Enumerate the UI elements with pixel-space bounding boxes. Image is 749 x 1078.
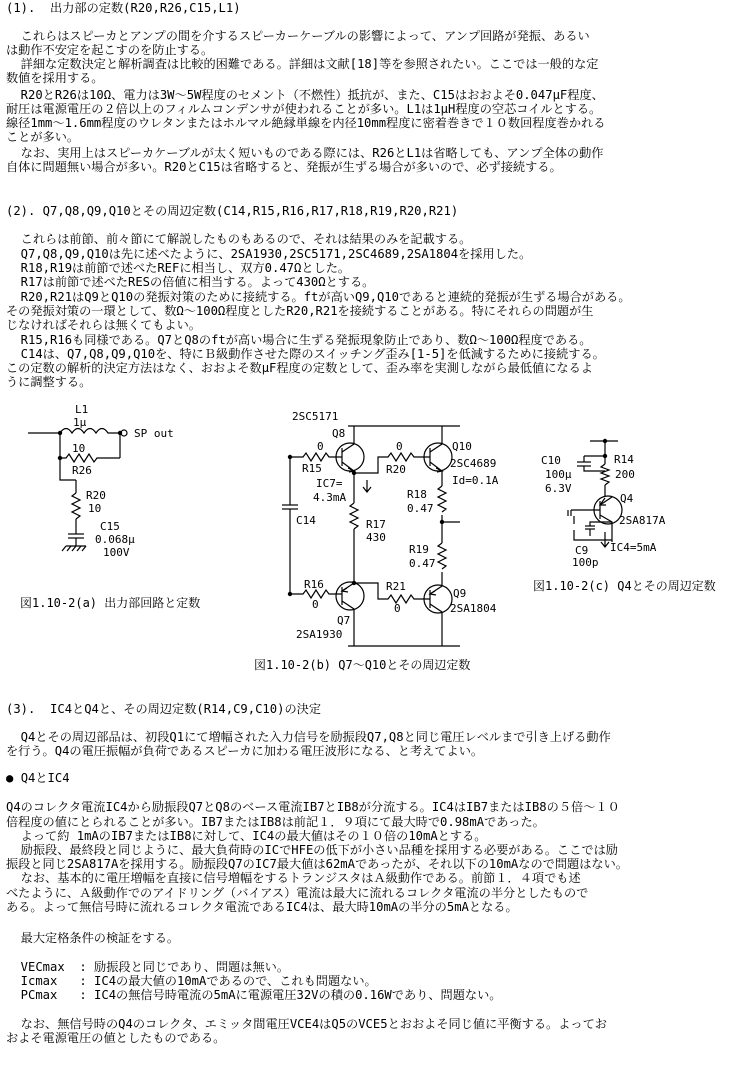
section1-line: 自体に問題無い場合が多い。R20とC15は省略すると、発振が生ずる場合が多いので、必ず接続する。	[6, 160, 562, 174]
bullet-icon: ●	[6, 771, 14, 785]
section2-line: この定数の解析的決定方法はなく、おおよそ数μF程度の定数として、歪み率を実測しながら最低値になるよ	[6, 361, 593, 375]
ic4-label: IC4=5mA	[610, 541, 657, 554]
section1-heading: (1). 出力部の定数(R20,R26,C15,L1)	[6, 1, 241, 15]
c15-label: C15	[100, 520, 120, 533]
section2-line: うに調整する。	[6, 375, 92, 389]
r21-value: 0	[394, 602, 401, 615]
section4-line: Q4のコレクタ電流IC4から励振段Q7とQ8のベース電流IB7とIB8が分流する。IC4はIB7またはIB8の５倍〜１０	[6, 800, 620, 814]
closing-line: なお、無信号時のQ4のコレクタ、エミッタ間電圧VCE4はQ5のVCE5とおおよそ同じ値に平衡する。よってお	[6, 1017, 607, 1031]
closing-line: およそ電源電圧の値としたものである。	[6, 1031, 226, 1045]
q4-part: 2SA817A	[619, 514, 666, 527]
q8-part: 2SC5171	[292, 410, 339, 423]
r18-value: 0.47	[407, 502, 434, 515]
figure-b-q7-q10-circuit	[236, 400, 536, 675]
r16-value: 0	[312, 598, 319, 611]
r26-value: 10	[72, 442, 86, 455]
r15-value: 0	[317, 440, 324, 453]
figure-a-caption: 図1.10-2(a) 出力部回路と定数	[20, 596, 201, 610]
r21-label: R21	[386, 580, 406, 593]
c10-voltage: 6.3V	[545, 482, 572, 495]
subsection-heading	[6, 771, 744, 785]
r14-label: R14	[614, 453, 634, 466]
q7-part: 2SA1930	[296, 628, 343, 641]
figure-c-caption: 図1.10-2(c) Q4とその周辺定数	[533, 579, 716, 593]
q10-part: 2SC4689	[450, 457, 497, 470]
rating-icmax: Icmax : IC4の最大値の10mAであるので、これも問題ない。	[6, 974, 377, 988]
c15-voltage: 100V	[103, 546, 130, 559]
c10-label: C10	[541, 454, 561, 467]
q7-label: Q7	[337, 614, 351, 627]
q10-id: Id=0.1A	[452, 474, 499, 487]
ratings-check-heading: 最大定格条件の検証をする。	[6, 931, 180, 945]
r20-label: R20	[386, 463, 406, 476]
r20-value: 10	[88, 502, 102, 515]
section4-line: よって約 1mAのIB7またはIB8に対して、IC4の最大値はその１０倍の10mAとする。	[6, 829, 487, 843]
q9-label: Q9	[453, 587, 467, 600]
section2-line: R15,R16も同様である。Q7とQ8のftが高い場合に生ずる発振現象防止であり、数Ω〜100Ω程度である。	[6, 333, 592, 347]
q9-part: 2SA1804	[450, 602, 497, 615]
ic7-value: 4.3mA	[313, 491, 347, 504]
section4-line: 倍程度の値にとられることが多い。IB7またはIB8は前記１．９項にて最大時で0.98mAであった。	[6, 815, 545, 829]
l1-value: 1μ	[73, 416, 87, 429]
q4-label: Q4	[620, 492, 634, 505]
q8-label: Q8	[332, 427, 346, 440]
rating-vecmax: VECmax : 励振段と同じであり、問題は無い。	[6, 960, 290, 974]
c15-value: 0.068μ	[95, 533, 135, 546]
figure-b-caption: 図1.10-2(b) Q7〜Q10とその周辺定数	[254, 658, 471, 672]
section2-line: R20,R21はQ9とQ10の発振対策のために接続する。ftが高いQ9,Q10であると連続的発振が生ずる場合がある。	[6, 290, 631, 304]
r19-value: 0.47	[409, 557, 436, 570]
r14-value: 200	[615, 468, 635, 481]
r26-label: R26	[72, 464, 92, 477]
section1-line: ことが多い。	[6, 130, 80, 144]
section2-line: R18,R19は前節で述べたREFに相当し、双方0.47Ωとした。	[6, 261, 351, 275]
section2-line: その発振対策の一環として、数Ω〜100Ω程度としたR20,R21を接続することがある。特にそれらの問題が生	[6, 304, 594, 318]
section2-line: これらは前節、前々節にて解説したものもあるので、それは結果のみを記載する。	[6, 232, 472, 246]
figure-c-q4-circuit	[530, 430, 745, 600]
section3-line: を行う。Q4の電圧振幅が負荷であるスピーカに加わる電圧波形になる、と考えてよい。	[6, 744, 484, 758]
section2-line: C14は、Q7,Q8,Q9,Q10を、特にＢ級動作させた際のスイッチング歪み[1-5]を低減するために接続する。	[6, 347, 605, 361]
sp-out-label: SP out	[134, 427, 174, 440]
r20-value: 0	[396, 440, 403, 453]
c10-value: 100μ	[545, 468, 572, 481]
section3-line: Q4とその周辺部品は、初段Q1にて増幅された入力信号を励振段Q7,Q8と同じ電圧レベルまで引き上げる動作	[6, 730, 611, 744]
section4-line: ある。よって無信号時に流れるコレクタ電流であるIC4は、最大時10mAの半分の5mAとなる。	[6, 900, 518, 914]
section4-line: 励振段、最終段と同じように、最大負荷時のICでHFEの低下が小さい品種を採用する必要がある。ここでは励	[6, 843, 618, 857]
figure-a-output-circuit	[0, 395, 220, 620]
section1-line: R20とR26は10Ω、電力は3W〜5W程度のセメント（不燃性）抵抗が、また、C15はおおよそ0.047μF程度、	[6, 88, 604, 102]
ic7-label: IC7=	[316, 477, 343, 490]
subsection-title: Q4とIC4	[20, 771, 70, 785]
section1-line: なお、実用上はスピーカケーブルが太く短いものである際には、R26とL1は省略しても、アンプ全体の動作	[6, 146, 604, 160]
l1-label: L1	[75, 403, 89, 416]
r19-label: R19	[409, 543, 429, 556]
r18-label: R18	[407, 488, 427, 501]
section4-line: なお、基本的に電圧増幅を直接に信号増幅をするトランジスタはＡ級動作である。前節１．４項でも述	[6, 871, 581, 885]
section4-line: 振段と同じ2SA817Aを採用する。励振段Q7のIC7最大値は62mAであったが、それ以下の10mAなので問題はない。	[6, 857, 628, 871]
r16-label: R16	[304, 578, 324, 591]
r20-label: R20	[86, 489, 106, 502]
c9-value: 100p	[572, 556, 599, 569]
section2-line: じなければそれらは無くてもよい。	[6, 318, 201, 332]
section1-line: は動作不安定を起こすのを防止する。	[6, 43, 214, 57]
r17-label: R17	[366, 518, 386, 531]
r17-value: 430	[366, 531, 386, 544]
section1-line: 線径1mm〜1.6mm程度のウレタンまたはホルマル絶縁単線を内径10mm程度に密着巻きで１０数回程度巻かれる	[6, 116, 606, 130]
section4-line: べたように、Ａ級動作でのアイドリング（バイアス）電流は最大に流れるコレクタ電流の半分としたもので	[6, 886, 589, 900]
c14-label: C14	[296, 514, 316, 527]
section1-line: 詳細な定数決定と解析調査は比較的困難である。詳細は文献[18]等を参照されたい。ここでは一般的な定	[6, 57, 599, 71]
c9-label: C9	[575, 544, 589, 557]
section3-heading: (3). IC4とQ4と、その周辺定数(R14,C9,C10)の決定	[6, 702, 322, 716]
q10-label: Q10	[452, 440, 472, 453]
rating-pcmax: PCmax : IC4の無信号時電流の5mAに電源電圧32Vの積の0.16Wであり、問題ない。	[6, 988, 502, 1002]
section2-heading: (2). Q7,Q8,Q9,Q10とその周辺定数(C14,R15,R16,R17,R18,R19,R20,R21)	[6, 204, 459, 218]
section1-line: これらはスピーカとアンプの間を介するスピーカーケーブルの影響によって、アンプ回路が発振、あるい	[6, 29, 590, 43]
section2-line: Q7,Q8,Q9,Q10は先に述べたように、2SA1930,2SC5171,2SC4689,2SA1804を採用した。	[6, 247, 532, 261]
r15-label: R15	[302, 462, 322, 475]
section1-line: 数値を採用する。	[6, 71, 104, 85]
section2-line: R17は前節で述べたRESの倍値に相当する。よって430Ωとする。	[6, 275, 375, 289]
section1-line: 耐圧は電源電圧の２倍以上のフィルムコンデンサが使われることが多い。L1は1μH程度の空芯コイルとする。	[6, 102, 602, 116]
